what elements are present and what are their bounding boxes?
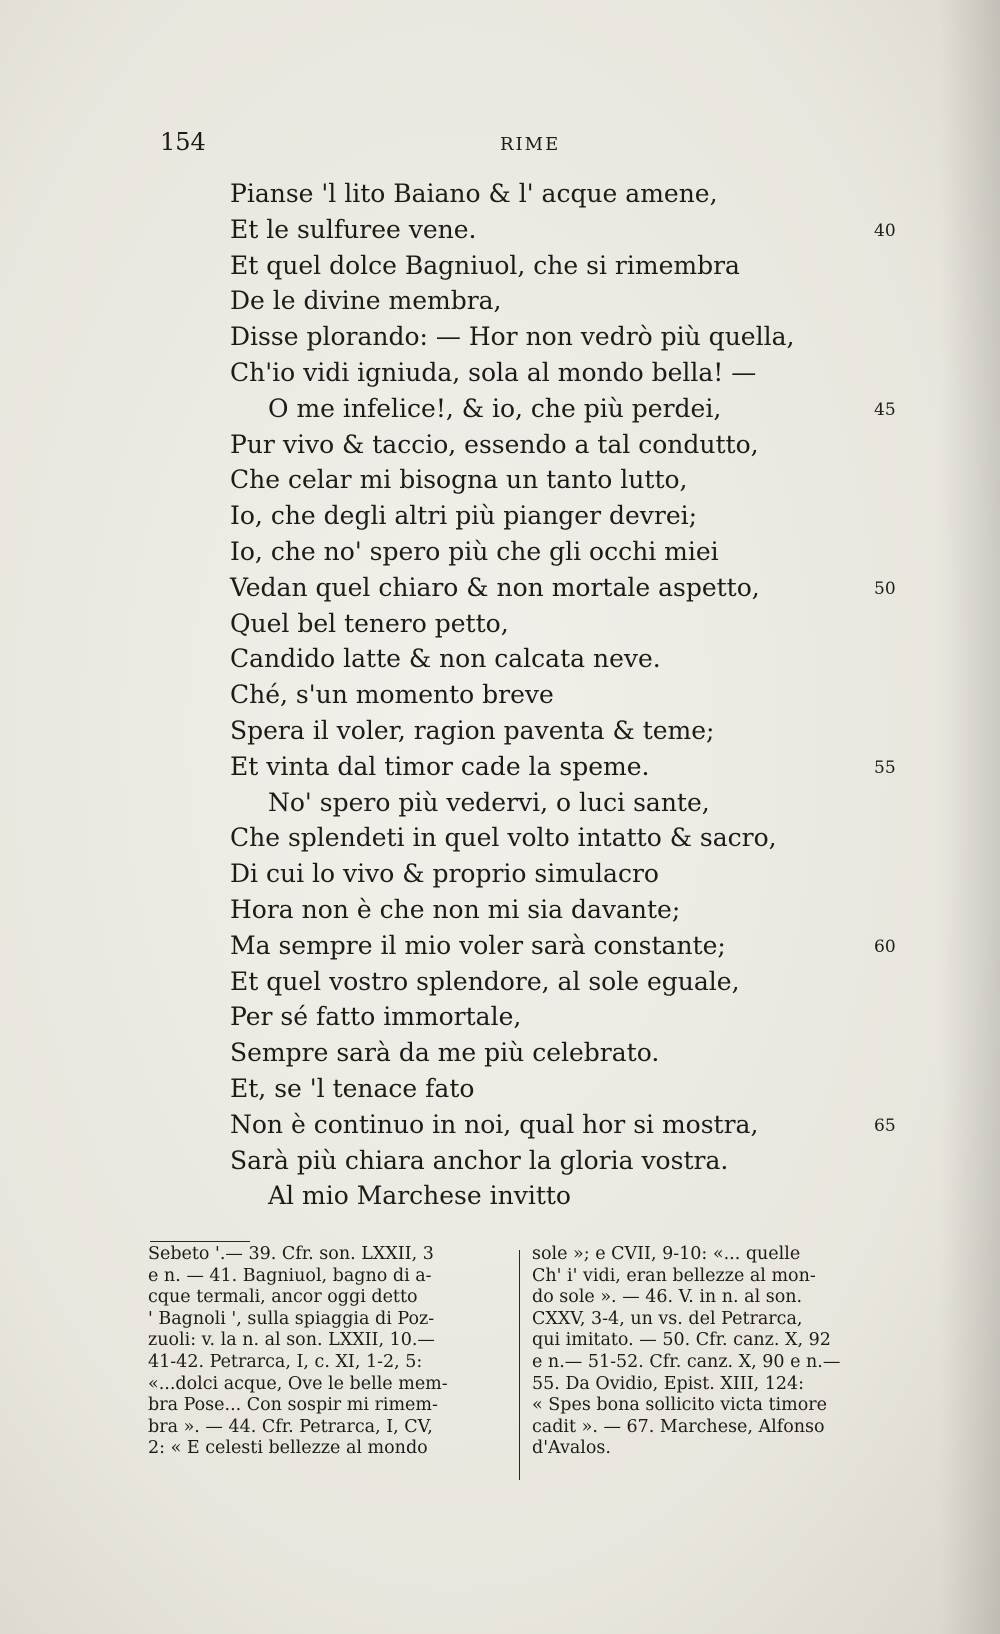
page-edge-shadow <box>940 0 1000 1634</box>
verse-text: Che celar mi bisogna un tanto lutto, <box>230 465 688 495</box>
footnote-line: Ch' i' vidi, eran bellezze al mon- <box>532 1265 816 1286</box>
verse-line <box>230 928 896 964</box>
poem-verse <box>230 176 896 1214</box>
verse-line <box>230 498 850 534</box>
verse-line <box>230 820 850 856</box>
footnote-line: do sole ». — 46. V. in n. al son. <box>532 1287 803 1308</box>
footnote-line: ' Bagnoli ', sulla spiaggia di Poz- <box>148 1308 435 1329</box>
verse-line <box>230 570 896 606</box>
verse-text: Et quel vostro splendore, al sole eguale, <box>230 966 740 996</box>
verse-line <box>230 1071 850 1107</box>
verse-text: Pur vivo & taccio, essendo a tal condutto, <box>230 429 759 459</box>
page-number: 154 <box>160 128 206 156</box>
verse-line <box>230 606 850 642</box>
verse-text: Pianse 'l lito Baiano & l' acque amene, <box>230 179 718 208</box>
footnote-line: « Spes bona sollicito victa timore <box>532 1395 827 1416</box>
verse-line <box>230 427 850 463</box>
footnote-line: e n. — 41. Bagniuol, bagno di a- <box>148 1265 432 1286</box>
line-number: 55 <box>874 757 896 778</box>
verse-text: Hora non è che non mi sia davante; <box>230 894 681 924</box>
verse-text: Candido latte & non calcata neve. <box>230 644 661 674</box>
verse-text: Io, che degli altri più pianger devrei; <box>230 501 698 531</box>
verse-text: Et vinta dal timor cade la speme. <box>230 751 650 781</box>
verse-line <box>230 713 850 749</box>
footnote-line: «...dolci acque, Ove le belle mem- <box>148 1373 448 1394</box>
footnotes-left-column <box>148 1244 503 1460</box>
verse-line <box>230 319 850 355</box>
verse-text: Sarà più chiara anchor la gloria vostra. <box>230 1145 729 1175</box>
verse-text: Ché, s'un momento breve <box>230 680 554 710</box>
verse-line <box>230 1107 896 1143</box>
verse-text: Sempre sarà da me più celebrato. <box>230 1038 660 1068</box>
verse-text: Ch'io vidi igniuda, sola al mondo bella! — <box>230 357 757 387</box>
verse-line <box>230 248 850 284</box>
verse-text: Et quel dolce Bagniuol, che si rimembra <box>230 250 740 280</box>
verse-line <box>230 1143 850 1179</box>
verse-text: Ma sempre il mio voler sarà constante; <box>230 930 726 960</box>
verse-line <box>230 176 850 212</box>
verse-text: No' spero più vedervi, o luci sante, <box>268 787 710 817</box>
verse-line <box>230 964 850 1000</box>
verse-line <box>230 212 896 248</box>
footnote-rule <box>150 1241 250 1242</box>
verse-line <box>230 391 896 427</box>
footnote-line: bra ». — 44. Cfr. Petrarca, I, CV, <box>148 1416 433 1437</box>
footnote-line: 41-42. Petrarca, I, c. XI, 1-2, 5: <box>148 1351 423 1372</box>
verse-line <box>230 355 850 391</box>
verse-text: Per sé fatto immortale, <box>230 1002 522 1032</box>
footnote-line: cque termali, ancor oggi detto <box>148 1287 418 1308</box>
line-number: 50 <box>874 578 896 599</box>
verse-text: Disse plorando: — Hor non vedrò più quella, <box>230 322 795 352</box>
footnote-line: cadit ». — 67. Marchese, Alfonso <box>532 1416 825 1437</box>
verse-line <box>230 641 850 677</box>
verse-line <box>230 1035 850 1071</box>
line-number: 40 <box>874 220 896 241</box>
verse-text: Al mio Marchese invitto <box>268 1181 571 1211</box>
running-title: RIME <box>500 134 561 155</box>
verse-line <box>230 462 850 498</box>
verse-text: Et, se 'l tenace fato <box>230 1073 475 1103</box>
verse-line <box>230 856 850 892</box>
verse-text: Spera il voler, ragion paventa & teme; <box>230 715 715 745</box>
footnote-line: qui imitato. — 50. Cfr. canz. X, 92 <box>532 1330 831 1351</box>
verse-text: Di cui lo vivo & proprio simulacro <box>230 859 659 889</box>
footnote-line: bra Pose... Con sospir mi rimem- <box>148 1395 438 1416</box>
verse-text: O me infelice!, & io, che più perdei, <box>268 393 722 423</box>
verse-line <box>230 785 850 821</box>
verse-line <box>230 749 896 785</box>
running-head <box>0 128 1000 158</box>
line-number: 65 <box>874 1115 896 1136</box>
footnote-line: d'Avalos. <box>532 1438 611 1459</box>
verse-text: De le divine membra, <box>230 286 502 316</box>
footnote-line: 55. Da Ovidio, Epist. XIII, 124: <box>532 1373 805 1394</box>
footnote-line: CXXV, 3-4, un vs. del Petrarca, <box>532 1308 803 1329</box>
footnote-line: 2: « E celesti bellezze al mondo <box>148 1438 428 1459</box>
verse-line <box>230 1178 850 1214</box>
footnotes-right-column <box>532 1244 912 1460</box>
line-number: 45 <box>874 399 896 420</box>
verse-text: Et le sulfuree vene. <box>230 214 477 244</box>
verse-line <box>230 283 850 319</box>
verse-text: Quel bel tenero petto, <box>230 608 509 638</box>
footnote-line: Sebeto '.— 39. Cfr. son. LXXII, 3 <box>148 1244 434 1264</box>
verse-line <box>230 677 850 713</box>
verse-line <box>230 534 850 570</box>
verse-text: Non è continuo in noi, qual hor si mostra, <box>230 1109 759 1139</box>
footnote-line: e n.— 51-52. Cfr. canz. X, 90 e n.— <box>532 1351 841 1372</box>
line-number: 60 <box>874 936 896 957</box>
verse-text: Vedan quel chiaro & non mortale aspetto, <box>230 572 760 602</box>
footnote-line: zuoli: v. la n. al son. LXXII, 10.— <box>148 1330 435 1351</box>
verse-text: Io, che no' spero più che gli occhi miei <box>230 536 719 566</box>
footnote-column-divider <box>519 1250 520 1480</box>
footnote-line: sole »; e CVII, 9-10: «... quelle <box>532 1244 801 1264</box>
verse-line <box>230 999 850 1035</box>
verse-text: Che splendeti in quel volto intatto & sacro, <box>230 823 777 853</box>
verse-line <box>230 892 850 928</box>
